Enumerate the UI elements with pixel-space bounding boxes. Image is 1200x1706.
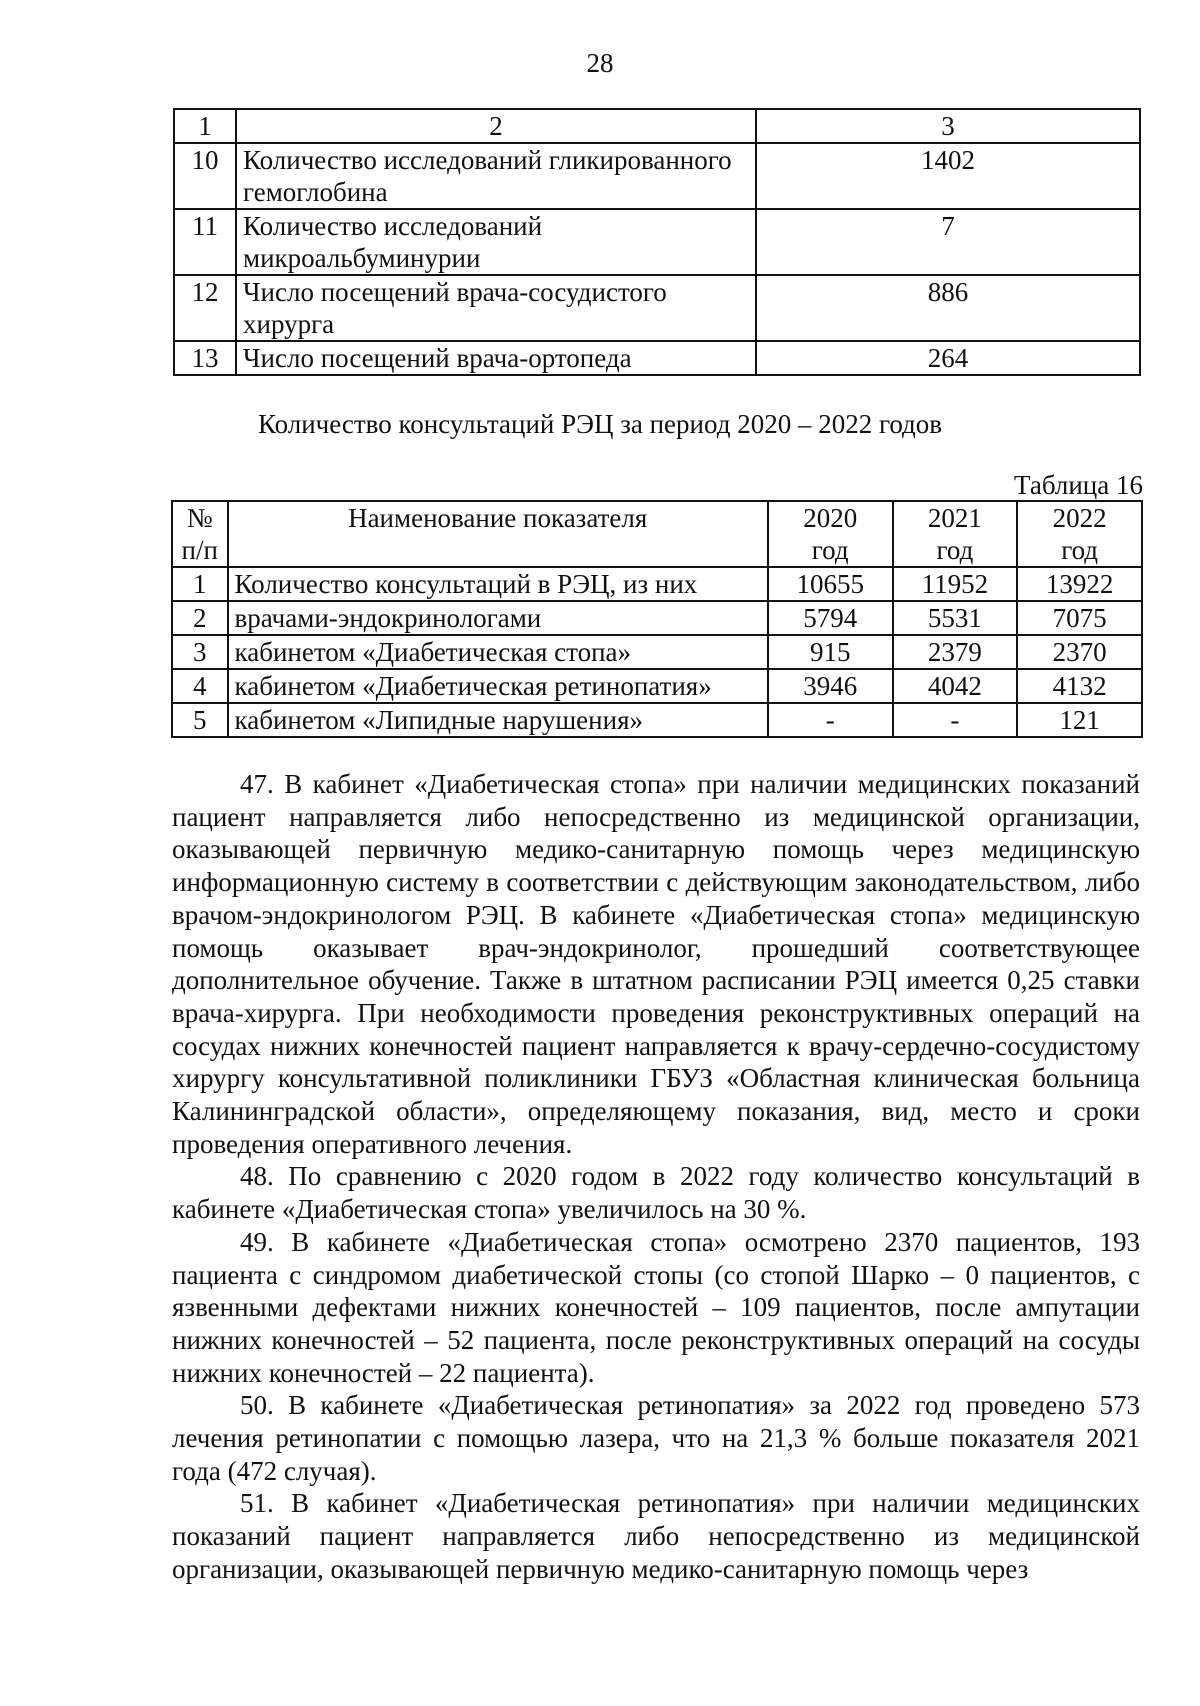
row-number: 10 [174,143,236,209]
row-value: 264 [756,341,1140,375]
row-value-2022: 121 [1017,703,1142,737]
row-value-2021: - [893,703,1018,737]
body-text [172,768,1140,1586]
row-value: 7 [756,209,1140,275]
table-row [172,635,1142,669]
row-value-2022: 7075 [1017,601,1142,635]
header-year-cell [1017,501,1142,567]
row-value-2021: 2379 [893,635,1018,669]
row-value-2020: 3946 [768,669,893,703]
row-value-2020: 10655 [768,567,893,601]
header-cell: 2 [236,109,756,143]
row-number: 5 [172,703,228,737]
paragraph-50: 50. В кабинете «Диабетическая ретинопатия» за 2022 год проведено 573 лечения ретинопатии с помощью лазера, что на 21,3 % больше показателя 2021 года (472 случая). [172,1390,1140,1486]
row-name: Количество исследований гликированного гемоглобина [236,143,756,209]
header-year: 2021 [927,503,982,533]
row-value: 886 [756,275,1140,341]
row-number: 3 [172,635,228,669]
row-value-2022: 4132 [1017,669,1142,703]
header-num-cell [172,501,228,567]
header-name-cell: Наименование показателя [228,501,768,567]
header-year-cell [768,501,893,567]
consultations-table [171,500,1143,738]
row-number: 4 [172,669,228,703]
table-row [172,703,1142,737]
row-value-2022: 2370 [1017,635,1142,669]
header-year: 2022 [1052,503,1107,533]
row-name: кабинетом «Диабетическая ретинопатия» [228,669,768,703]
table-row [174,275,1140,341]
row-name: кабинетом «Липидные нарушения» [228,703,768,737]
row-number: 12 [174,275,236,341]
table-header-row [174,109,1140,143]
table-row [172,669,1142,703]
row-number: 13 [174,341,236,375]
row-value-2021: 5531 [893,601,1018,635]
table-title: Количество консультаций РЭЦ за период 2020 – 2022 годов [257,409,943,439]
continued-table [173,108,1141,376]
table-label: Таблица 16 [1014,470,1143,500]
row-value: 1402 [756,143,1140,209]
table-row [172,567,1142,601]
header-num-line1: № [186,503,213,533]
header-year-cell [893,501,1018,567]
row-value-2021: 11952 [893,567,1018,601]
row-name: Число посещений врача-ортопеда [236,341,756,375]
row-number: 2 [172,601,228,635]
row-name: Число посещений врача-сосудистого хирурга [236,275,756,341]
row-value-2020: 915 [768,635,893,669]
header-cell: 1 [174,109,236,143]
table-row [174,143,1140,209]
table-header-row [172,501,1142,567]
table-row [174,209,1140,275]
header-num-line2: п/п [181,535,218,565]
page-number: 28 [586,48,614,78]
row-name: Количество исследований микроальбуминурии [236,209,756,275]
row-name: Количество консультаций в РЭЦ, из них [228,567,768,601]
header-year-unit: год [1061,535,1099,565]
row-value-2020: - [768,703,893,737]
paragraph-47: 47. В кабинет «Диабетическая стопа» при наличии медицинских показаний пациент направляется либо непосредственно из медицинской организации, оказывающей первичную медико-санитарную помощь через медицинскую информационную систему в соответствии с действующим законодательством, либо врачом-эндокринологом РЭЦ. В кабинете «Диабетическая стопа» медицинскую помощь оказывает врач-эндокринолог, прошедший соответствующее дополнительное обучение. Также в штатном расписании РЭЦ имеется 0,25 ставки врача-хирурга. При необходимости проведения реконструктивных операций на сосудах нижних конечностей пациент направляется к врачу-сердечно-сосудистому хирургу консультативной поликлиники ГБУЗ «Областная клиническая больница Калининградской области», определяющему показания, вид, место и сроки проведения оперативного лечения. [172,769,1140,1159]
table-row [174,341,1140,375]
paragraph-51: 51. В кабинет «Диабетическая ретинопатия» при наличии медицинских показаний пациент направляется либо непосредственно из медицинской организации, оказывающей первичную медико-санитарную помощь через [172,1488,1140,1584]
header-year: 2020 [803,503,858,533]
row-value-2022: 13922 [1017,567,1142,601]
row-name: кабинетом «Диабетическая стопа» [228,635,768,669]
row-value-2021: 4042 [893,669,1018,703]
paragraph-48: 48. По сравнению с 2020 годом в 2022 году количество консультаций в кабинете «Диабетическая стопа» увеличилось на 30 %. [172,1161,1140,1225]
header-year-unit: год [936,535,974,565]
paragraph-49: 49. В кабинете «Диабетическая стопа» осмотрено 2370 пациентов, 193 пациента с синдромом диабетической стопы (со стопой Шарко – 0 пациентов, с язвенными дефектами нижних конечностей – 109 пациентов, после ампутации нижних конечностей – 52 пациента, после реконструктивных операций на сосуды нижних конечностей – 22 пациента). [172,1226,1140,1388]
header-cell: 3 [756,109,1140,143]
row-value-2020: 5794 [768,601,893,635]
row-number: 11 [174,209,236,275]
row-name: врачами-эндокринологами [228,601,768,635]
header-year-unit: год [811,535,849,565]
row-number: 1 [172,567,228,601]
table-row [172,601,1142,635]
